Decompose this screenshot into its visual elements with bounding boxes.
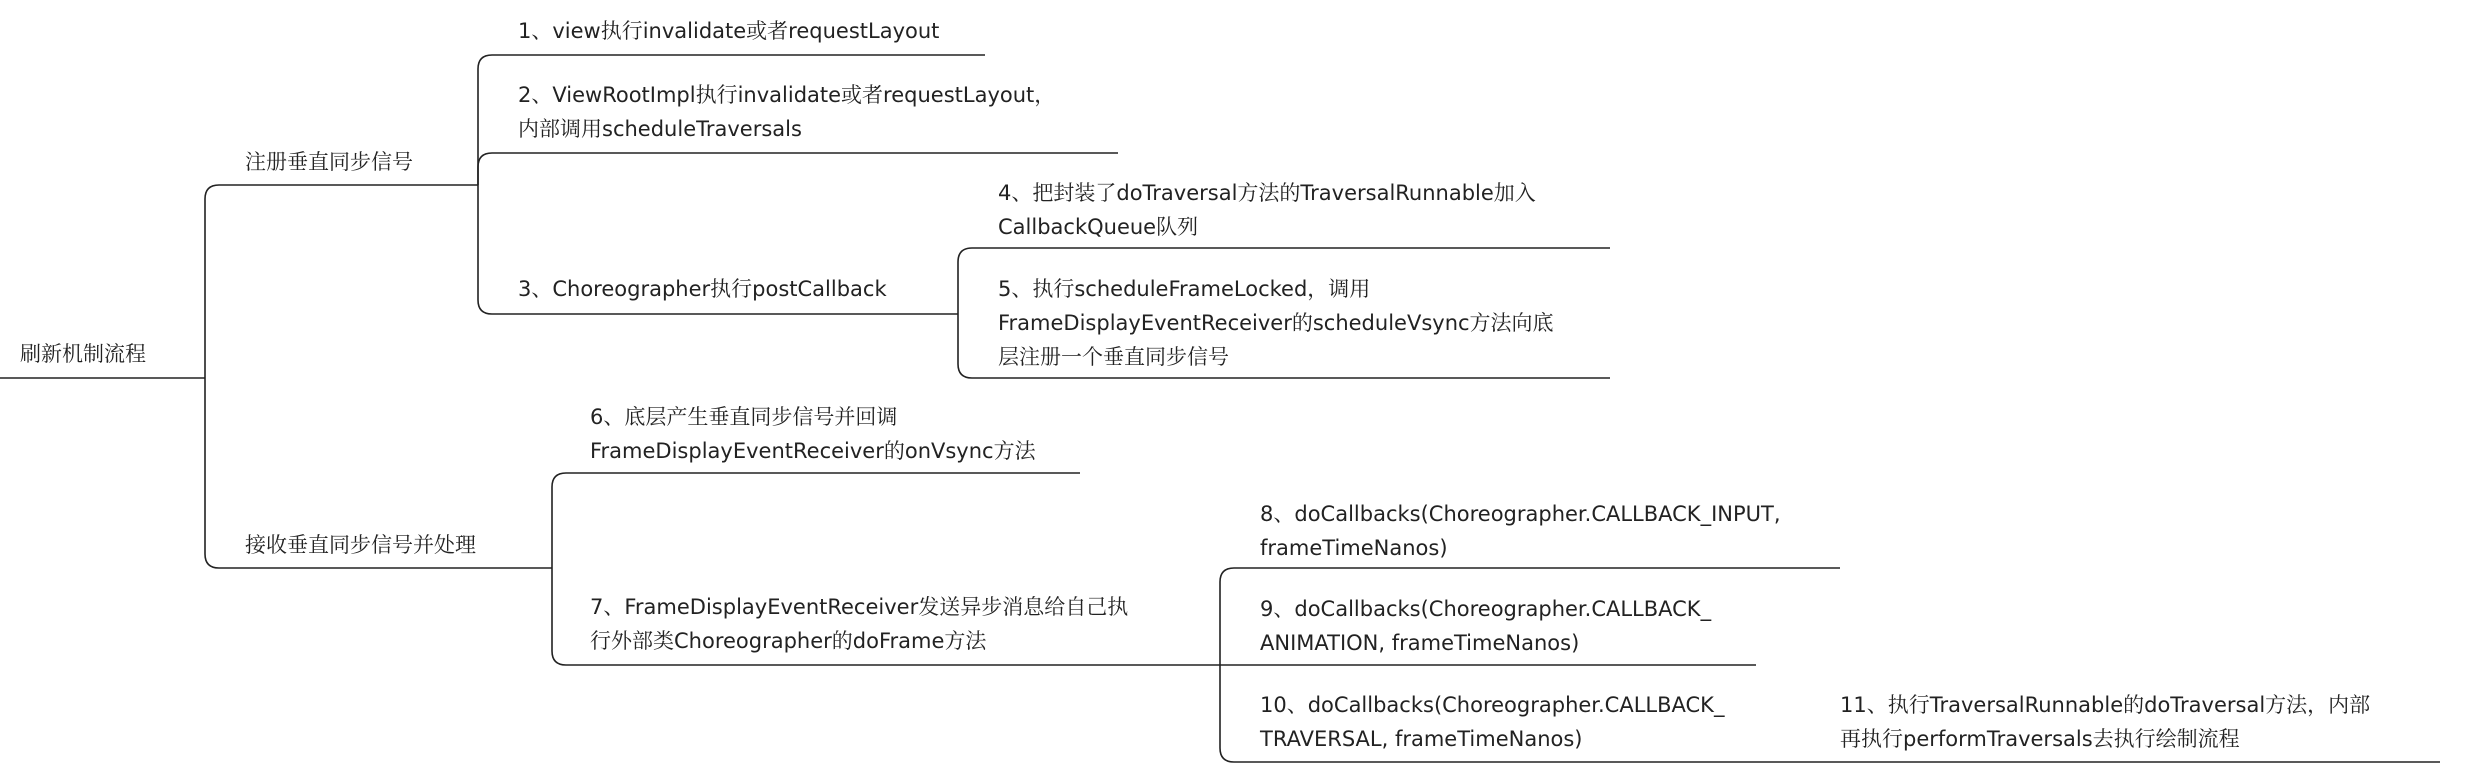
step-1-line-1: 1、view执行invalidate或者requestLayout — [518, 19, 940, 43]
branch-receive — [245, 528, 476, 562]
step-5-line-3: 层注册一个垂直同步信号 — [998, 345, 1229, 369]
step-4 — [998, 176, 1536, 244]
step-9-line-1: 9、doCallbacks(Choreographer.CALLBACK_ — [1260, 597, 1712, 621]
step-2-line-1: 2、ViewRootImpl执行invalidate或者requestLayout， — [518, 83, 1056, 107]
step-2-line-2: 内部调用scheduleTraversals — [518, 117, 802, 141]
step-3 — [518, 272, 887, 306]
connector-register — [205, 185, 478, 378]
step-6 — [590, 400, 1036, 468]
step-5 — [998, 272, 1554, 374]
step-5-line-2: FrameDisplayEventReceiver的scheduleVsync方法向底 — [998, 311, 1554, 335]
step-10-line-1: 10、doCallbacks(Choreographer.CALLBACK_ — [1260, 693, 1725, 717]
step-4-line-2: CallbackQueue队列 — [998, 215, 1199, 239]
step-10-line-2: TRAVERSAL, frameTimeNanos) — [1260, 727, 1583, 751]
step-10 — [1260, 688, 1724, 756]
step-1 — [518, 14, 939, 48]
step-7-line-1: 7、FrameDisplayEventReceiver发送异步消息给自己执 — [590, 595, 1129, 619]
step-5-line-1: 5、执行scheduleFrameLocked，调用 — [998, 277, 1371, 301]
step-3-line-1: 3、Choreographer执行postCallback — [518, 277, 887, 301]
step-7 — [590, 590, 1128, 658]
root-node — [20, 337, 146, 371]
step-7-line-2: 行外部类Choreographer的doFrame方法 — [590, 629, 987, 653]
step-11-line-1: 11、执行TraversalRunnable的doTraversal方法，内部 — [1840, 693, 2371, 717]
branch-register — [245, 145, 413, 179]
step-6-line-2: FrameDisplayEventReceiver的onVsync方法 — [590, 439, 1036, 463]
step-8-line-1: 8、doCallbacks(Choreographer.CALLBACK_INPUT, — [1260, 502, 1781, 526]
step-8-line-2: frameTimeNanos) — [1260, 536, 1448, 560]
step-9 — [1260, 592, 1711, 660]
branch-register-label: 注册垂直同步信号 — [245, 150, 413, 174]
root-label: 刷新机制流程 — [20, 342, 146, 366]
step-8 — [1260, 497, 1781, 565]
step-11-line-2: 再执行performTraversals去执行绘制流程 — [1840, 727, 2240, 751]
step-9-line-2: ANIMATION, frameTimeNanos) — [1260, 631, 1580, 655]
connector-step-6 — [552, 473, 1080, 568]
step-4-line-1: 4、把封装了doTraversal方法的TraversalRunnable加入 — [998, 181, 1536, 205]
step-11 — [1840, 688, 2370, 756]
branch-receive-label: 接收垂直同步信号并处理 — [245, 533, 476, 557]
step-6-line-1: 6、底层产生垂直同步信号并回调 — [590, 405, 898, 429]
step-2 — [518, 78, 1055, 146]
